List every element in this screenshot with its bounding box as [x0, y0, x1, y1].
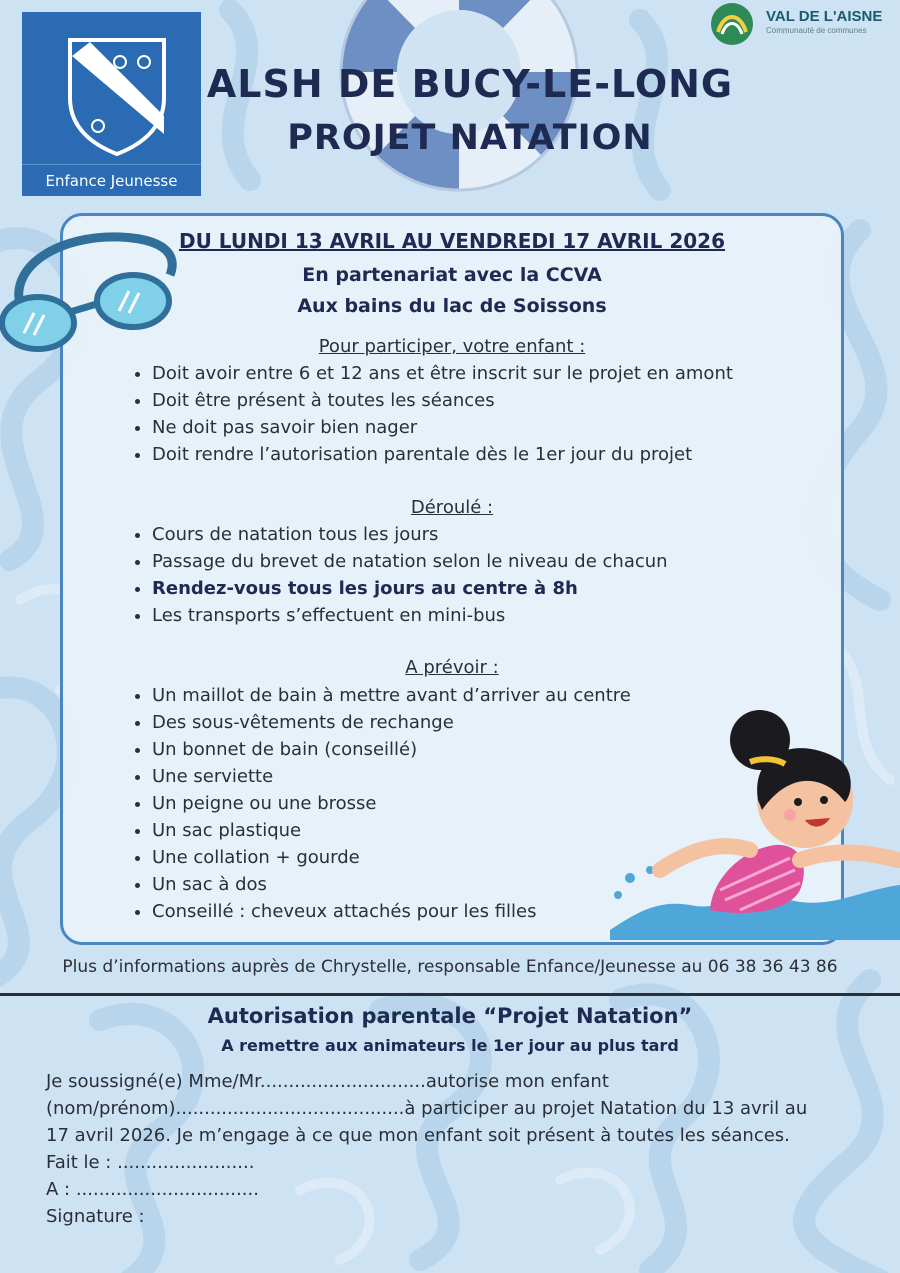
a-prevoir-list	[130, 682, 631, 925]
list-item: • Un sac plastique	[152, 817, 631, 844]
page-title: ALSH DE BUCY-LE-LONG	[206, 62, 734, 106]
list-item-highlight: • Rendez-vous tous les jours au centre à 8h	[152, 575, 668, 602]
list-item: • Un bonnet de bain (conseillé)	[152, 736, 631, 763]
partnership-text: En partenariat avec la CCVA	[302, 264, 602, 286]
section-heading-deroule: Déroulé :	[410, 497, 494, 518]
logo-caption: Enfance Jeunesse	[22, 164, 201, 197]
page-subtitle: PROJET NATATION	[287, 118, 653, 158]
authorization-line-place: A : ................................	[46, 1179, 259, 1200]
partner-logo-name: VAL DE L'AISNE	[766, 8, 883, 25]
contact-info: Plus d’informations auprès de Chrystelle, responsable Enfance/Jeunesse au 06 38 36 43 86	[62, 957, 838, 977]
list-item: • Conseillé : cheveux attachés pour les filles	[152, 898, 631, 925]
authorization-line-date: Fait le : ........................	[46, 1152, 255, 1173]
list-item: • Un peigne ou une brosse	[152, 790, 631, 817]
location-text: Aux bains du lac de Soissons	[297, 295, 607, 317]
list-item: • Une collation + gourde	[152, 844, 631, 871]
section-heading-a-prevoir: A prévoir :	[405, 657, 499, 678]
list-item: • Doit rendre l’autorisation parentale dès le 1er jour du projet	[152, 441, 733, 468]
list-item: • Doit être présent à toutes les séances	[152, 387, 733, 414]
authorization-subtitle: A remettre aux animateurs le 1er jour au plus tard	[221, 1036, 679, 1055]
authorization-line-signature: Signature :	[46, 1206, 145, 1227]
authorization-line-commitment: 17 avril 2026. Je m’engage à ce que mon enfant soit présent à toutes les séances.	[46, 1125, 790, 1146]
list-item: • Ne doit pas savoir bien nager	[152, 414, 733, 441]
list-item: • Un maillot de bain à mettre avant d’arriver au centre	[152, 682, 631, 709]
swimming-girl-illustration	[600, 700, 900, 950]
list-item: • Les transports s’effectuent en mini-bus	[152, 602, 668, 629]
authorization-title: Autorisation parentale “Projet Natation”	[207, 1004, 693, 1028]
list-item: • Passage du brevet de natation selon le niveau de chacun	[152, 548, 668, 575]
authorization-line-child: (nom/prénom)........................................à participer au projet Natation du 13 avril au	[46, 1098, 808, 1119]
section-heading-participation: Pour participer, votre enfant :	[318, 336, 586, 357]
list-item: • Une serviette	[152, 763, 631, 790]
cut-line-divider	[0, 993, 900, 996]
list-item: • Cours de natation tous les jours	[152, 521, 668, 548]
partner-logo-subtitle: Communauté de communes	[766, 26, 867, 35]
authorization-line-parent: Je soussigné(e) Mme/Mr.............................autorise mon enfant	[46, 1071, 609, 1092]
coat-of-arms-icon	[68, 38, 166, 156]
list-item: • Un sac à dos	[152, 871, 631, 898]
authorization-form	[46, 1068, 856, 1230]
list-item: • Doit avoir entre 6 et 12 ans et être inscrit sur le projet en amont	[152, 360, 733, 387]
list-item: • Des sous-vêtements de rechange	[152, 709, 631, 736]
deroule-list	[130, 521, 668, 629]
ccva-emblem-icon	[710, 2, 754, 46]
project-dates: DU LUNDI 13 AVRIL AU VENDREDI 17 AVRIL 2026	[179, 229, 725, 253]
participation-list	[130, 360, 733, 468]
